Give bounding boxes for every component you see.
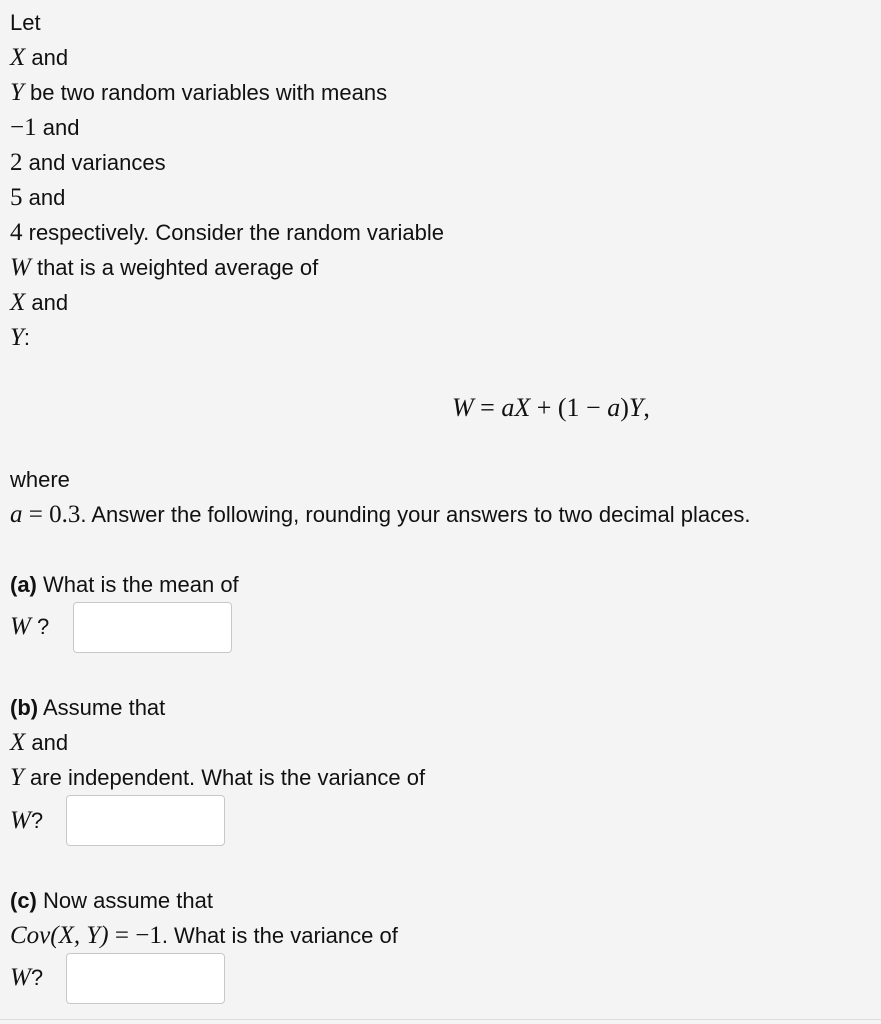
symbol-w: W (10, 807, 31, 834)
intro-and-variances: and variances (28, 150, 166, 175)
part-b-and: and (31, 730, 69, 755)
symbol-w: W (10, 964, 31, 991)
eq-x: X (514, 393, 531, 422)
part-b-line-2 (10, 730, 68, 756)
part-a-question-mark: ? (30, 614, 50, 639)
symbol-y: Y (10, 79, 24, 106)
intro-line-9 (10, 290, 68, 316)
part-a-prompt (10, 572, 239, 598)
a-value: 0.3 (49, 501, 81, 528)
part-b-text: Assume that (43, 695, 166, 720)
symbol-y: Y (10, 764, 24, 791)
var-x-value: 5 (10, 184, 23, 211)
part-a-symbol-line (10, 614, 49, 640)
intro-line-2 (10, 45, 68, 71)
intro-and: and (31, 290, 69, 315)
intro-line-4 (10, 115, 79, 141)
eq-a2: a (607, 393, 621, 422)
part-c-question-mark: ? (30, 965, 44, 990)
symbol-w: W (10, 254, 31, 281)
cov-function: Cov (10, 922, 51, 949)
part-c-prompt (10, 888, 213, 914)
part-c-line-2 (10, 923, 398, 949)
bottom-divider (0, 1019, 881, 1020)
intro-let: Let (10, 10, 41, 35)
eq-plus: + (1 − (530, 393, 608, 422)
symbol-w: W (10, 613, 31, 640)
intro-line-6 (10, 185, 65, 211)
part-b-prompt (10, 695, 165, 721)
intro-line-3 (10, 80, 387, 106)
part-b-question-mark: ? (30, 808, 44, 833)
intro-respectively: respectively. Consider the random variable (28, 220, 444, 245)
eq-w: W (452, 393, 474, 422)
intro-weighted: that is a weighted average of (36, 255, 319, 280)
cov-equals: = (108, 922, 136, 949)
part-b-line-3 (10, 765, 425, 791)
intro-line-7 (10, 220, 444, 246)
intro-line-5 (10, 150, 166, 176)
part-b-text2: are independent. What is the variance of (30, 765, 426, 790)
where-equals: = (22, 501, 50, 528)
eq-paren: ) (620, 393, 629, 422)
intro-and: and (31, 45, 69, 70)
intro-be-two: be two random variables with means (30, 80, 388, 105)
mean-y-value: 2 (10, 149, 23, 176)
instruction-line (10, 502, 750, 528)
intro-and: and (42, 115, 80, 140)
answer-input-c[interactable] (66, 953, 225, 1004)
symbol-a: a (10, 501, 23, 528)
symbol-y: Y (10, 324, 24, 351)
intro-line-10 (10, 325, 30, 351)
intro-colon: : (23, 325, 31, 350)
part-c-text: Now assume that (43, 888, 213, 913)
where-text: where (10, 467, 70, 492)
instruction-text: . Answer the following, rounding your answers to two decimal places. (80, 502, 751, 527)
eq-equals: = (473, 393, 502, 422)
eq-comma: , (643, 393, 650, 422)
mean-x-value: −1 (10, 114, 37, 141)
eq-y: Y (628, 393, 644, 422)
cov-args: (X, Y) (50, 922, 109, 949)
where-line (10, 467, 70, 493)
part-b-label: (b) (10, 695, 39, 720)
part-c-label: (c) (10, 888, 37, 913)
intro-line-8 (10, 255, 318, 281)
part-c-text2: . What is the variance of (161, 923, 398, 948)
symbol-x: X (10, 289, 26, 316)
part-b-symbol-line (10, 808, 43, 834)
weighted-average-equation (452, 393, 650, 423)
eq-a: a (501, 393, 515, 422)
intro-and: and (28, 185, 66, 210)
intro-line-1 (10, 10, 41, 36)
symbol-x: X (10, 729, 26, 756)
part-a-text: What is the mean of (43, 572, 239, 597)
part-c-symbol-line (10, 965, 43, 991)
answer-input-b[interactable] (66, 795, 225, 846)
cov-value: −1 (135, 922, 162, 949)
symbol-x: X (10, 44, 26, 71)
part-a-label: (a) (10, 572, 37, 597)
answer-input-a[interactable] (73, 602, 232, 653)
var-y-value: 4 (10, 219, 23, 246)
